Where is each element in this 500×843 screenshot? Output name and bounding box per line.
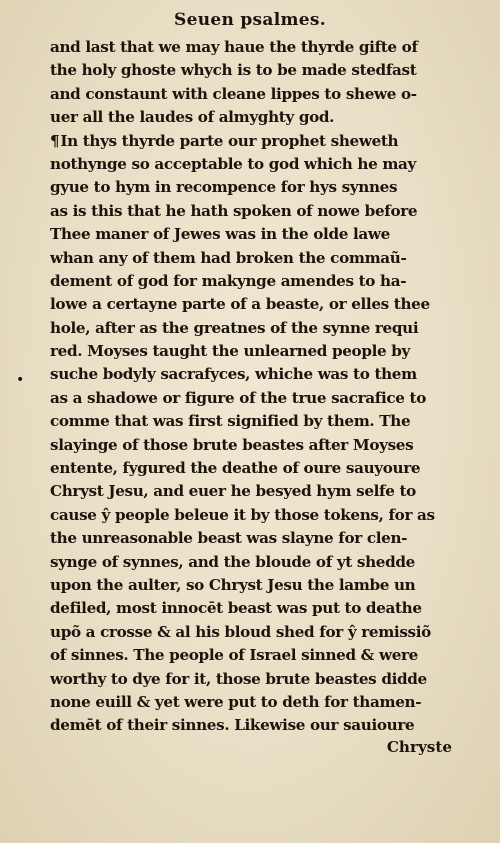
text-line-content: In thys thyrde parte our prophet sheweth [60, 131, 399, 150]
text-line: and last that we may haue the thyrde gifte of [50, 38, 418, 56]
text-line: slayinge of those brute beastes after Moyses [50, 435, 414, 454]
text-line: of sinnes. The people of Israel sinned & were [50, 646, 418, 665]
text-line: Thee maner of Jewes was in the olde lawe [50, 225, 390, 244]
text-block [50, 36, 466, 738]
text-line: as a shadowe or figure of the true sacrafice to [50, 388, 426, 407]
running-head: Seuen psalmes. [174, 10, 326, 30]
text-line: dement of god for makynge amendes to ha- [50, 271, 407, 290]
text-line: cause ŷ people beleue it by those tokens, for as [50, 505, 435, 524]
text-line: suche bodyly sacrafyces, whiche was to them [50, 365, 417, 384]
text-line: and constaunt with cleane lippes to shewe o- [50, 84, 417, 103]
text-line: none euill & yet were put to deth for thamen- [50, 692, 422, 711]
text-line: the unreasonable beast was slayne for clen- [50, 529, 408, 548]
text-line: red. Moyses taught the unlearned people by [50, 342, 411, 361]
text-line: uer all the laudes of almyghty god. [50, 108, 335, 127]
text-line: comme that was first signified by them. The [50, 412, 411, 431]
text-line: upon the aulter, so Chryst Jesu the lambe un [50, 575, 416, 594]
text-line: defiled, most innocēt beast was put to deathe [50, 599, 422, 618]
catchword: Chryste [386, 738, 452, 756]
text-line: hole, after as the greatnes of the synne requi [50, 318, 419, 337]
margin-mark: • [16, 372, 25, 388]
text-line: Chryst Jesu, and euer he besyed hym selfe to [50, 482, 416, 501]
text-line: nothynge so acceptable to god which he may [50, 154, 417, 173]
text-line: the holy ghoste whych is to be made stedfast [50, 61, 417, 80]
text-line: worthy to dye for it, those brute beastes didde [50, 669, 427, 688]
text-line: upõ a crosse & al his bloud shed for ŷ remissiõ [50, 622, 431, 641]
text-line: as is this that he hath spoken of nowe before [50, 201, 418, 220]
text-line: demēt of their sinnes. Likewise our sauioure [50, 716, 415, 735]
text-line: whan any of them had broken the commaũ- [50, 248, 407, 267]
text-line: lowe a certayne parte of a beaste, or elles thee [50, 295, 430, 314]
text-line: synge of synnes, and the bloude of yt shedde [50, 552, 415, 571]
text-line: gyue to hym in recompence for hys synnes [50, 178, 398, 197]
text-line: entente, fygured the deathe of oure sauyoure [50, 459, 421, 478]
text-line-paragraph-start [50, 130, 466, 153]
pilcrow-icon: ¶ [50, 131, 60, 150]
